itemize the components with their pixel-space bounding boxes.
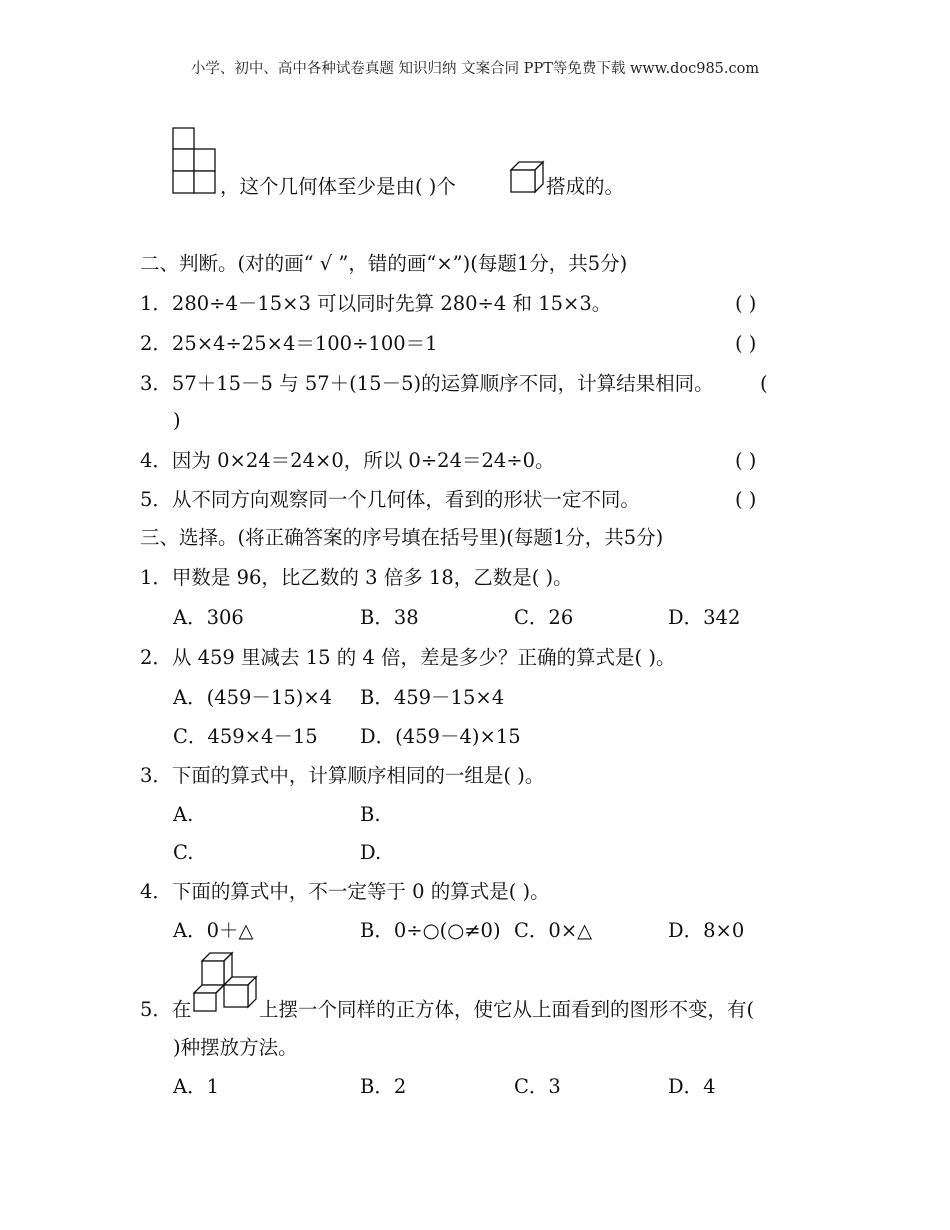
choice-q1-stem: 1．甲数是 96，比乙数的 3 倍多 18，乙数是( )。 [140,566,573,589]
section2-title: 二、判断。(对的画“ √ ”，错的画“×”)(每题1分，共5分) [140,252,628,275]
choice-q1-option-c: C．26 [514,606,574,629]
choice-q5-stem-cont: )种摆放方法。 [173,1036,298,1059]
choice-q4-option-d: D．8×0 [668,919,745,942]
choice-q2-stem: 2．从 459 里减去 15 的 4 倍，差是多少？正确的算式是( )。 [140,646,676,669]
section3-title: 三、选择。(将正确答案的序号填在括号里)(每题1分，共5分) [140,526,664,549]
choice-q1-option-d: D．342 [668,606,741,629]
choice-q3-option-d: D. [360,841,382,864]
choice-q3-option-b: B. [360,803,381,826]
choice-q1-option-b: B．38 [360,606,419,629]
choice-q4-option-a: A．0＋△ [173,919,254,942]
choice-q4-option-c: C．0×△ [514,919,593,942]
choice-q2-option-c: C．459×4－15 [173,725,318,748]
choice-q4-option-b: B．0÷○(○≠0) [360,919,501,942]
judge-answer-paren-2: ( ) [735,332,757,355]
judge-item-2: 2．25×4÷25×4＝100÷100＝1 [140,332,438,355]
choice-q5-option-c: C．3 [514,1075,561,1098]
choice-q5-option-b: B．2 [360,1075,407,1098]
intro-question-text-b: 搭成的。 [546,175,625,198]
choice-q2-option-a: A．(459－15)×4 [173,686,333,709]
choice-q2-option-b: B．459－15×4 [360,686,505,709]
small-cube-icon [510,161,544,193]
choice-q5-stem: 上摆一个同样的正方体，使它从上面看到的图形不变，有( [259,998,755,1021]
judge-item-1: 1．280÷4－15×3 可以同时先算 280÷4 和 15×3。 [140,292,612,315]
judge-item-4: 4．因为 0×24＝24×0，所以 0÷24＝24÷0。 [140,449,555,472]
choice-q5-option-a: A．1 [173,1075,219,1098]
choice-q4-stem: 4．下面的算式中，不一定等于 0 的算式是( )。 [140,880,550,903]
top-view-grid-figure [173,128,217,194]
choice-q1-option-a: A．306 [173,606,244,629]
choice-q3-stem: 3．下面的算式中，计算顺序相同的一组是( )。 [140,764,545,787]
choice-q2-option-d: D．(459－4)×15 [360,725,521,748]
choice-q3-option-c: C. [173,841,194,864]
choice-q5-prefix: 5．在 [140,998,192,1021]
judge-item-3-cont: ) [173,409,181,432]
judge-item-5: 5．从不同方向观察同一个几何体，看到的形状一定不同。 [140,488,640,511]
page-header: 小学、初中、高中各种试卷真题 知识归纳 文案合同 PPT等免费下载 www.doc985.com [190,61,760,77]
judge-answer-paren-5: ( ) [735,488,757,511]
intro-question-text-a: ，这个几何体至少是由( )个 [220,175,456,198]
judge-answer-paren-3: ( [760,372,768,395]
judge-answer-paren-1: ( ) [735,292,757,315]
choice-q5-option-d: D．4 [668,1075,716,1098]
judge-answer-paren-4: ( ) [735,449,757,472]
cube-stack-figure [194,953,258,1011]
choice-q3-option-a: A. [173,803,194,826]
judge-item-3: 3．57＋15－5 与 57＋(15－5)的运算顺序不同，计算结果相同。 [140,372,714,395]
